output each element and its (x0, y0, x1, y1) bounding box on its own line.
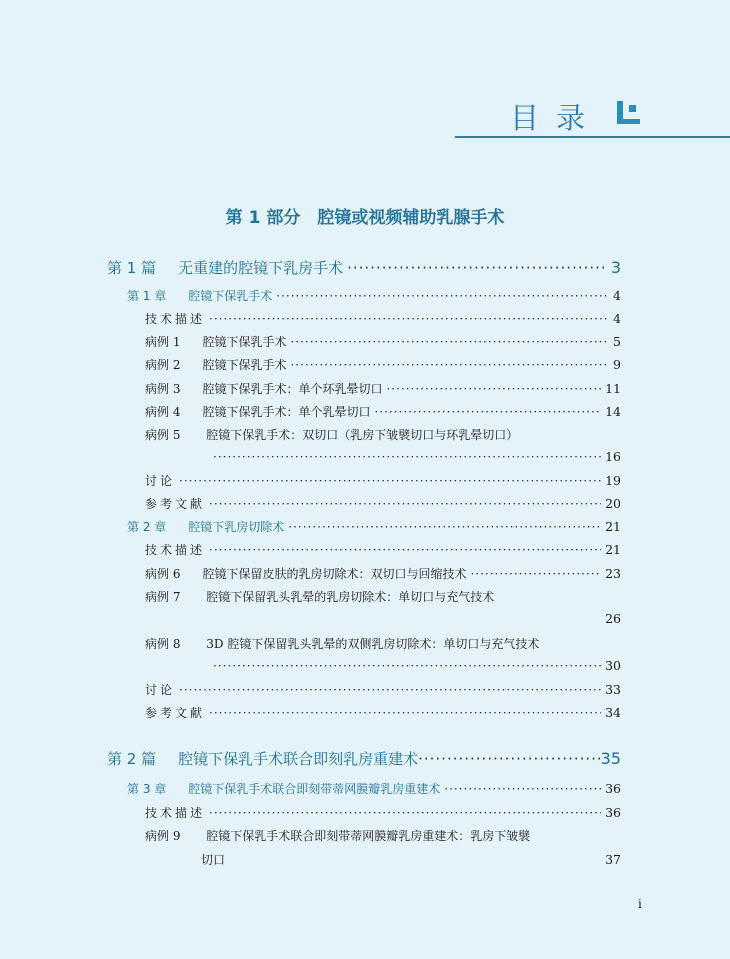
part-title: 无重建的腔镜下乳房手术 (178, 259, 344, 277)
case-number: 病例 4 (145, 405, 181, 419)
dot-leader (288, 520, 601, 534)
case-title: 腔镜下保乳手术：双切口（乳房下皱襞切口与环乳晕切口） (206, 428, 519, 442)
page-number: 5 (613, 334, 621, 349)
entry-title: 技术描述 (145, 543, 206, 557)
page-number: 21 (605, 519, 621, 534)
toc-entry-case-8[interactable] (145, 635, 539, 652)
part-title: 腔镜下保乳手术联合即刻乳房重建术 (178, 750, 419, 768)
entry-title: 技术描述 (145, 806, 206, 820)
page-number: 30 (605, 658, 621, 673)
case-number: 病例 6 (145, 567, 181, 581)
toc-entry-case-5-cont[interactable] (213, 449, 621, 464)
toc-chapter-3[interactable] (127, 780, 621, 797)
header-rule (455, 136, 730, 138)
case-number: 病例 9 (145, 829, 181, 843)
page-folio: i (638, 897, 642, 911)
case-title: 腔镜下保乳手术 (202, 358, 287, 372)
case-title: 3D 腔镜下保留乳头乳晕的双侧乳房切除术：单切口与充气技术 (206, 637, 540, 651)
toc-entry-case-3[interactable] (145, 380, 621, 397)
toc-entry-discussion[interactable] (145, 472, 621, 489)
dot-leader (179, 474, 601, 488)
dot-leader (290, 358, 609, 372)
page-number: 36 (605, 781, 621, 796)
case-number: 病例 8 (145, 637, 181, 651)
chapter-number: 第 3 章 (127, 782, 167, 796)
part-number: 第 2 篇 (107, 750, 157, 768)
case-number: 病例 2 (145, 358, 181, 372)
part-heading: 第 1 部分 腔镜或视频辅助乳腺手术 (225, 208, 505, 228)
dot-leader (290, 335, 609, 349)
toc-entry-technique[interactable] (145, 541, 621, 558)
case-title: 腔镜下保乳手术：单个环乳晕切口 (202, 382, 383, 396)
toc-entry-case-5[interactable] (145, 426, 518, 443)
page-number: 35 (600, 749, 621, 768)
case-title: 腔镜下保留乳头乳晕的乳房切除术：单切口与充气技术 (206, 590, 495, 604)
dot-leader (444, 782, 601, 796)
case-title: 腔镜下保留皮肤的乳房切除术：双切口与回缩技术 (202, 567, 467, 581)
dot-leader (213, 659, 601, 673)
chapter-title: 腔镜下保乳手术 (188, 289, 273, 303)
page-number: 14 (605, 404, 621, 419)
toc-entry-case-8-cont[interactable] (213, 658, 621, 673)
chapter-title: 腔镜下保乳手术联合即刻带蒂网膜瓣乳房重建术 (188, 782, 441, 796)
dot-leader (470, 567, 601, 581)
page-number: 16 (605, 449, 621, 464)
toc-entry-case-6[interactable] (145, 565, 621, 582)
case-title: 腔镜下保乳手术：单个乳晕切口 (202, 405, 371, 419)
dot-leader (209, 543, 601, 557)
page-title: 目录 (509, 101, 602, 135)
page-number: 4 (613, 288, 621, 303)
case-number: 病例 7 (145, 590, 181, 604)
page-number: 9 (613, 357, 621, 372)
toc-entry-technique[interactable] (145, 310, 621, 327)
toc-entry-discussion[interactable] (145, 681, 621, 698)
entry-title: 讨论 (145, 683, 176, 697)
page-number: 4 (613, 311, 621, 326)
toc-entry-technique[interactable] (145, 804, 621, 821)
page-number: 11 (605, 381, 621, 396)
page-number: 33 (605, 682, 621, 697)
page-number: 3 (610, 258, 621, 277)
toc-part-2[interactable] (107, 748, 621, 769)
dot-leader (418, 750, 601, 768)
toc-entry-case-9-cont[interactable] (201, 851, 621, 868)
toc-part-1[interactable] (107, 257, 621, 278)
case-number: 病例 5 (145, 428, 181, 442)
chapter-number: 第 1 章 (127, 289, 167, 303)
dot-leader (209, 706, 601, 720)
page-number: 36 (605, 805, 621, 820)
toc-entry-case-9[interactable] (145, 827, 530, 844)
chapter-title: 腔镜下乳房切除术 (188, 520, 285, 534)
case-title: 腔镜下保乳手术 (202, 335, 287, 349)
page-number: 26 (605, 611, 621, 626)
toc-entry-case-7-cont[interactable] (145, 611, 621, 626)
page-number: 23 (605, 566, 621, 581)
page-number: 37 (605, 852, 621, 867)
dot-leader (386, 382, 601, 396)
toc-entry-case-7[interactable] (145, 588, 494, 605)
toc-entry-references[interactable] (145, 495, 621, 512)
case-title-cont: 切口 (201, 853, 226, 867)
dot-leader (374, 405, 601, 419)
dot-leader (276, 289, 609, 303)
case-title: 腔镜下保乳手术联合即刻带蒂网膜瓣乳房重建术：乳房下皱襞 (206, 829, 531, 843)
case-number: 病例 1 (145, 335, 181, 349)
entry-title: 参考文献 (145, 706, 206, 720)
corner-mark-icon (617, 101, 640, 124)
entry-title: 参考文献 (145, 497, 206, 511)
dot-leader (209, 312, 609, 326)
toc-chapter-1[interactable] (127, 287, 621, 304)
page-number: 21 (605, 542, 621, 557)
dot-leader (209, 806, 601, 820)
toc-entry-references[interactable] (145, 704, 621, 721)
chapter-number: 第 2 章 (127, 520, 167, 534)
toc-entry-case-1[interactable] (145, 333, 621, 350)
case-number: 病例 3 (145, 382, 181, 396)
page-number: 19 (605, 473, 621, 488)
toc-entry-case-2[interactable] (145, 356, 621, 373)
toc-entry-case-4[interactable] (145, 403, 621, 420)
entry-title: 讨论 (145, 474, 176, 488)
toc-chapter-2[interactable] (127, 518, 621, 535)
dot-leader (209, 497, 601, 511)
part-number: 第 1 篇 (107, 259, 157, 277)
dot-leader (347, 259, 607, 277)
page-number: 20 (605, 496, 621, 511)
dot-leader (179, 683, 601, 697)
page-number: 34 (605, 705, 621, 720)
entry-title: 技术描述 (145, 312, 206, 326)
dot-leader (213, 450, 601, 464)
